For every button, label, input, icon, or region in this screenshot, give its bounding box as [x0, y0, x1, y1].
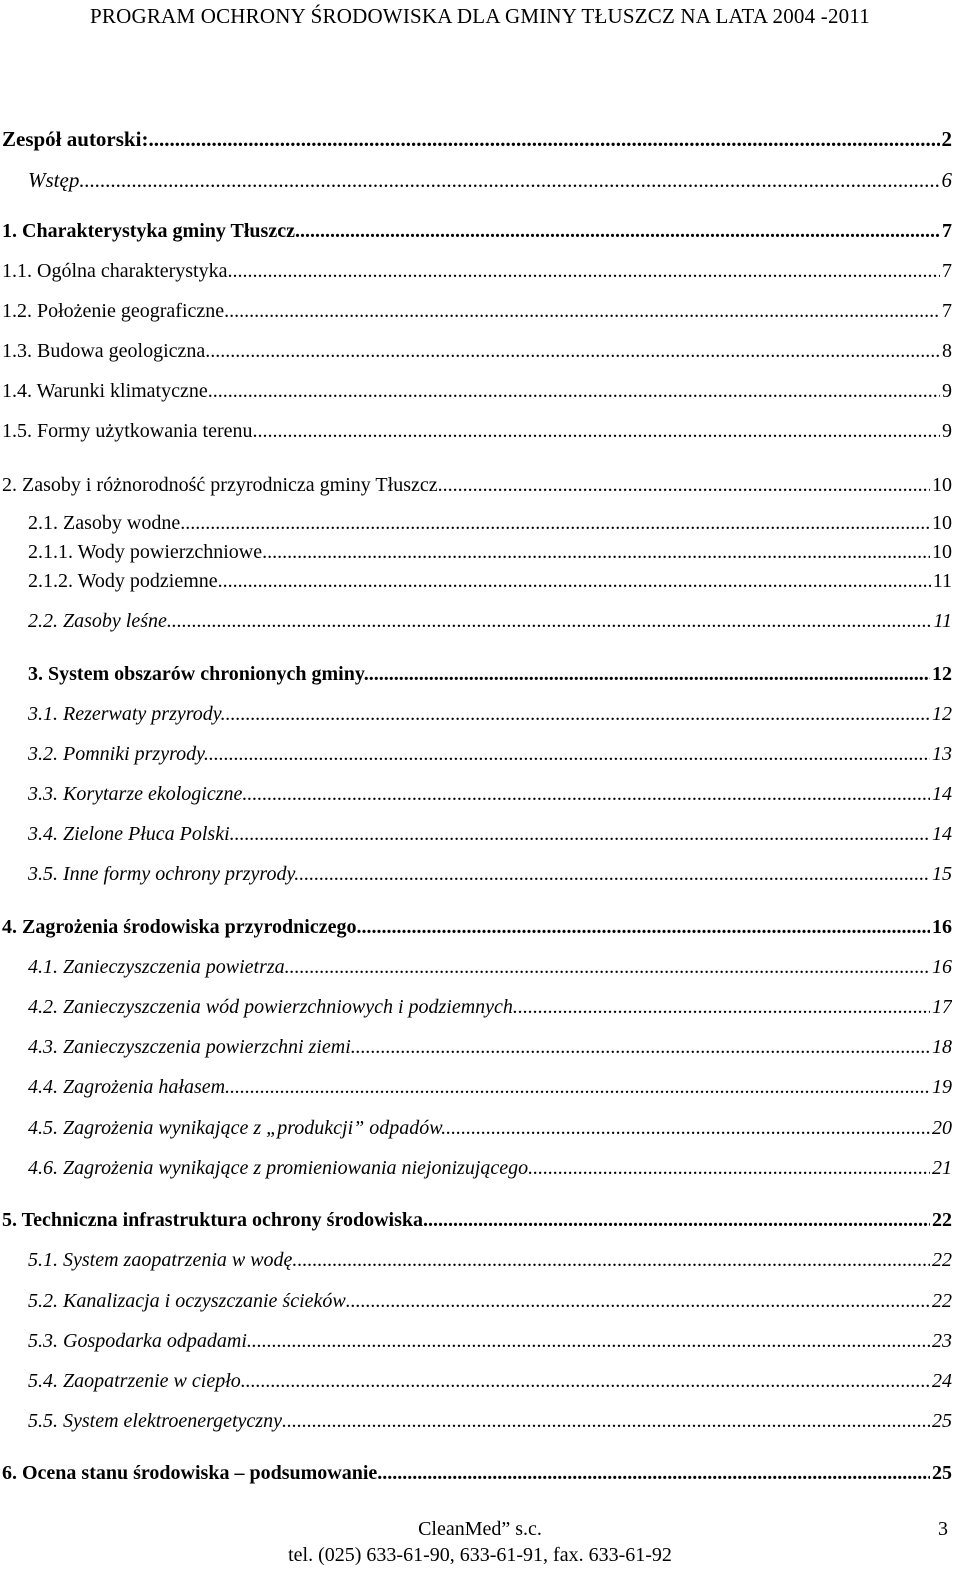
toc-entry[interactable]	[0, 168, 960, 196]
toc-entry[interactable]	[0, 570, 960, 598]
toc-entry-title: 4.5. Zagrożenia wynikające z „produkcji” odpadów.	[28, 1117, 447, 1139]
toc-entry[interactable]	[0, 823, 960, 851]
toc-leader-dots	[246, 1370, 930, 1393]
toc-leader-dots	[428, 1209, 930, 1232]
toc-entry-title: 1.3. Budowa geologiczna	[2, 340, 206, 362]
toc-entry-title: 3. System obszarów chronionych gminy.	[28, 663, 369, 685]
toc-entry[interactable]	[0, 541, 960, 569]
toc-entry-title: 5.5. System elektroenergetyczny	[28, 1410, 282, 1432]
toc-entry-title: Wstęp	[28, 168, 80, 192]
toc-entry-page: 17	[932, 996, 952, 1018]
toc-leader-dots	[229, 300, 940, 323]
toc-entry[interactable]	[0, 863, 960, 891]
toc-entry-title: 3.3. Korytarze ekologiczne.	[28, 783, 248, 805]
toc-leader-dots	[369, 663, 930, 686]
toc-entry-title: 5.4. Zaopatrzenie w ciepło.	[28, 1370, 246, 1392]
toc-entry-title: 2.2. Zasoby leśne.	[28, 610, 172, 632]
toc-entry-title: 1.1. Ogólna charakterystyka.	[2, 260, 233, 282]
toc-entry-title: 1.4. Warunki klimatyczne.	[2, 380, 213, 402]
toc-entry[interactable]	[0, 703, 960, 731]
toc-leader-dots	[148, 127, 939, 152]
toc-entry-title: 3.2. Pomniki przyrody.	[28, 743, 209, 765]
toc-leader-dots	[533, 1157, 930, 1180]
toc-entry[interactable]	[0, 420, 960, 448]
toc-entry[interactable]	[0, 1157, 960, 1185]
toc-entry-title: 4.2. Zanieczyszczenia wód powierzchniowych i podziemnych.	[28, 996, 518, 1018]
toc-leader-dots	[299, 863, 930, 886]
toc-entry-page: 9	[942, 380, 952, 402]
toc-entry-page: 22	[932, 1209, 952, 1231]
toc-entry[interactable]	[0, 743, 960, 771]
toc-leader-dots	[346, 1290, 930, 1313]
toc-leader-dots	[209, 743, 930, 766]
toc-entry[interactable]	[0, 340, 960, 368]
toc-leader-dots	[300, 220, 940, 243]
toc-entry-title: 5. Techniczna infrastruktura ochrony środowiska.	[2, 1209, 428, 1231]
toc-leader-dots	[226, 703, 930, 726]
toc-leader-dots	[172, 610, 932, 633]
toc-entry-title: 4.6. Zagrożenia wynikające z promieniowania niejonizującego.	[28, 1157, 534, 1179]
toc-entry-title: 6. Ocena stanu środowiska – podsumowanie.	[2, 1462, 383, 1484]
toc-entry-title: 3.5. Inne formy ochrony przyrody.	[28, 863, 300, 885]
toc-leader-dots	[205, 340, 940, 363]
toc-leader-dots	[267, 541, 930, 564]
toc-entry[interactable]	[0, 220, 960, 248]
toc-entry-page: 23	[932, 1330, 952, 1352]
toc-entry[interactable]	[0, 1370, 960, 1398]
toc-leader-dots	[282, 1410, 930, 1433]
toc-entry-title: 2. Zasoby i różnorodność przyrodnicza gminy Tłuszcz.	[2, 474, 443, 496]
toc-leader-dots	[253, 420, 941, 443]
toc-entry-title: 5.2. Kanalizacja i oczyszczanie ścieków	[28, 1290, 346, 1312]
toc-entry-title: 3.4. Zielone Płuca Polski.	[28, 823, 235, 845]
toc-entry-title: 4. Zagrożenia środowiska przyrodniczego.	[2, 916, 362, 938]
toc-leader-dots	[446, 1117, 930, 1140]
toc-entry-page: 14	[932, 783, 952, 805]
toc-entry[interactable]	[0, 300, 960, 328]
toc-entry-page: 16	[932, 916, 952, 938]
toc-leader-dots	[252, 1330, 930, 1353]
footer-company: CleanMed” s.c.	[418, 1518, 542, 1540]
toc-entry[interactable]	[0, 260, 960, 288]
toc-entry[interactable]	[0, 1330, 960, 1358]
toc-entry-title: 1.5. Formy użytkowania terenu	[2, 420, 253, 442]
toc-entry-page: 11	[932, 570, 952, 592]
toc-entry[interactable]	[0, 127, 960, 155]
toc-entry-page: 25	[932, 1462, 952, 1484]
toc-entry-page: 25	[932, 1410, 952, 1432]
toc-leader-dots	[185, 512, 930, 535]
toc-entry[interactable]	[0, 663, 960, 691]
toc-entry[interactable]	[0, 916, 960, 944]
toc-leader-dots	[361, 916, 930, 939]
toc-leader-dots	[213, 380, 940, 403]
toc-leader-dots	[235, 823, 930, 846]
document-header: PROGRAM OCHRONY ŚRODOWISKA DLA GMINY TŁUSZCZ NA LATA 2004 -2011	[90, 4, 870, 28]
toc-leader-dots	[443, 474, 930, 497]
toc-entry-page: 13	[932, 743, 952, 765]
toc-entry-title: 5.1. System zaopatrzenia w wodę.	[28, 1249, 298, 1271]
toc-entry-page: 16	[932, 956, 952, 978]
toc-entry-page: 10	[932, 541, 952, 563]
toc-entry-page: 18	[932, 1036, 952, 1058]
toc-entry[interactable]	[0, 996, 960, 1024]
toc-leader-dots	[518, 996, 930, 1019]
footer-contact: tel. (025) 633-61-90, 633-61-91, fax. 633-61-92	[288, 1544, 672, 1566]
toc-leader-dots	[232, 260, 940, 283]
toc-entry-page: 14	[932, 823, 952, 845]
toc-entry-page: 20	[932, 1117, 952, 1139]
toc-entry-page: 8	[942, 340, 952, 362]
toc-entry-page: 12	[932, 703, 952, 725]
toc-leader-dots	[247, 783, 930, 806]
toc-entry-title: 1. Charakterystyka gminy Tłuszcz.	[2, 220, 300, 242]
toc-entry-title: 4.1. Zanieczyszczenia powietrza.	[28, 956, 290, 978]
toc-leader-dots	[290, 956, 930, 979]
toc-entry[interactable]	[0, 610, 960, 638]
toc-entry-page: 24	[932, 1370, 952, 1392]
toc-entry-page: 11	[933, 610, 952, 632]
toc-entry-page: 12	[932, 663, 952, 685]
toc-entry-title: 1.2. Położenie geograficzne.	[2, 300, 230, 322]
toc-entry-page: 7	[942, 260, 952, 282]
toc-entry-page: 22	[932, 1249, 952, 1271]
toc-entry[interactable]	[0, 512, 960, 540]
toc-entry[interactable]	[0, 1117, 960, 1145]
toc-entry[interactable]	[0, 1076, 960, 1104]
toc-entry-title: 5.3. Gospodarka odpadami.	[28, 1330, 252, 1352]
toc-entry-title: 2.1.1. Wody powierzchniowe.	[28, 541, 268, 563]
toc-entry[interactable]	[0, 1462, 960, 1490]
toc-entry[interactable]	[0, 1036, 960, 1064]
toc-entry[interactable]	[0, 956, 960, 984]
toc-leader-dots	[382, 1462, 930, 1485]
toc-entry-page: 19	[932, 1076, 952, 1098]
toc-entry-title: 4.3. Zanieczyszczenia powierzchni ziemi.	[28, 1036, 356, 1058]
toc-entry-title: 2.1. Zasoby wodne.	[28, 512, 186, 534]
toc-leader-dots	[223, 570, 931, 593]
toc-entry-page: 7	[942, 220, 952, 242]
toc-entry-title: 4.4. Zagrożenia hałasem	[28, 1076, 226, 1098]
toc-leader-dots	[356, 1036, 930, 1059]
toc-entry[interactable]	[0, 380, 960, 408]
toc-entry-page: 21	[932, 1157, 952, 1179]
toc-leader-dots	[225, 1076, 930, 1099]
toc-entry[interactable]	[0, 474, 960, 502]
toc-entry-title: 2.1.2. Wody podziemne.	[28, 570, 223, 592]
page-number: 3	[938, 1518, 948, 1540]
toc-leader-dots	[297, 1249, 930, 1272]
toc-entry-title: Zespół autorski:	[2, 127, 149, 151]
toc-entry[interactable]	[0, 1249, 960, 1277]
toc-entry-page: 10	[932, 512, 952, 534]
toc-entry-page: 9	[942, 420, 952, 442]
toc-entry-title: 3.1. Rezerwaty przyrody.	[28, 703, 226, 725]
toc-entry-page: 6	[941, 168, 952, 192]
toc-leader-dots	[79, 168, 939, 193]
toc-entry[interactable]	[0, 1410, 960, 1438]
toc-entry-page: 22	[932, 1290, 952, 1312]
toc-entry[interactable]	[0, 1290, 960, 1318]
toc-entry-page: 10	[932, 474, 952, 496]
toc-entry[interactable]	[0, 783, 960, 811]
toc-entry-page: 7	[942, 300, 952, 322]
toc-entry-page: 2	[941, 127, 952, 151]
toc-entry[interactable]	[0, 1209, 960, 1237]
toc-entry-page: 15	[932, 863, 952, 885]
